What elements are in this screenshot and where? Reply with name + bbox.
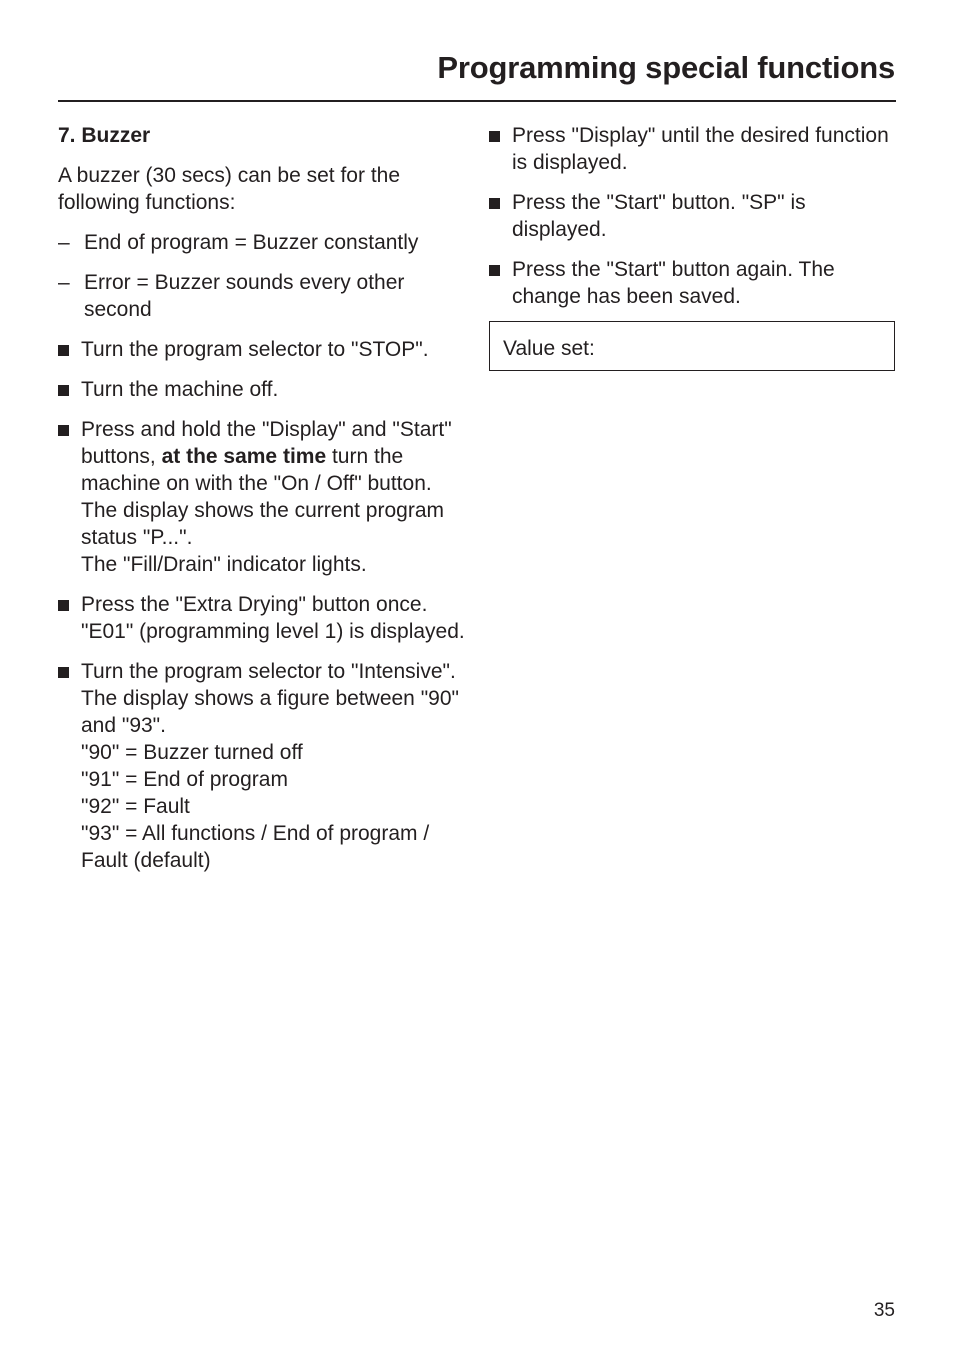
step-text: Press the "Start" button. "SP" is displayed. — [512, 191, 806, 241]
right-column — [489, 122, 899, 371]
step-item — [58, 416, 468, 578]
square-bullet-icon — [58, 600, 69, 611]
page-title: Programming special functions — [437, 50, 895, 85]
intro-text: A buzzer (30 secs) can be set for the following functions: — [58, 164, 401, 214]
step-item — [489, 189, 899, 243]
step-item — [489, 256, 899, 310]
left-column — [58, 122, 468, 887]
step-text: Turn the program selector to "STOP". — [81, 338, 429, 361]
list-item-text: End of program = Buzzer constantly — [84, 231, 419, 254]
list-item — [58, 229, 468, 256]
step-note: "92" = Fault — [81, 795, 190, 818]
step-note: The "Fill/Drain" indicator lights. — [81, 553, 367, 576]
dash-icon: – — [58, 231, 70, 254]
step-note: The display shows a figure between "90" and "93". — [81, 687, 459, 737]
step-text: Turn the machine off. — [81, 378, 279, 401]
step-note: The display shows the current program status "P...". — [81, 499, 444, 549]
step-note: "90" = Buzzer turned off — [81, 741, 303, 764]
square-bullet-icon — [489, 131, 500, 142]
step-text: Turn the program selector to "Intensive". — [81, 660, 456, 683]
step-item — [58, 336, 468, 363]
step-item — [58, 658, 468, 874]
list-item — [58, 269, 468, 323]
step-emphasis: at the same time — [161, 445, 327, 468]
step-text: turn the machine on with the "On / Off" button. — [81, 445, 432, 495]
square-bullet-icon — [489, 265, 500, 276]
square-bullet-icon — [58, 425, 69, 436]
section-title: 7. Buzzer — [58, 124, 151, 147]
header-divider — [58, 100, 896, 102]
square-bullet-icon — [58, 385, 69, 396]
step-text: Press "Display" until the desired function is displayed. — [512, 124, 889, 174]
page-number: 35 — [873, 1300, 895, 1321]
step-item — [489, 122, 899, 176]
value-set-box — [489, 321, 895, 371]
list-item-text: Error = Buzzer sounds every other second — [84, 271, 405, 321]
step-note: "93" = All functions / End of program / Fault (default) — [81, 822, 430, 872]
value-set-label: Value set: — [503, 337, 595, 360]
step-item — [58, 376, 468, 403]
step-text: Press the "Start" button again. The change has been saved. — [512, 258, 835, 308]
step-note: "E01" (programming level 1) is displayed. — [81, 620, 465, 643]
step-item — [58, 591, 468, 645]
square-bullet-icon — [58, 667, 69, 678]
step-note: "91" = End of program — [81, 768, 288, 791]
square-bullet-icon — [489, 198, 500, 209]
dash-icon: – — [58, 271, 70, 294]
step-text: Press the "Extra Drying" button once. — [81, 593, 428, 616]
square-bullet-icon — [58, 345, 69, 356]
step-text: Press and hold the "Display" and "Start" buttons, — [81, 418, 452, 468]
